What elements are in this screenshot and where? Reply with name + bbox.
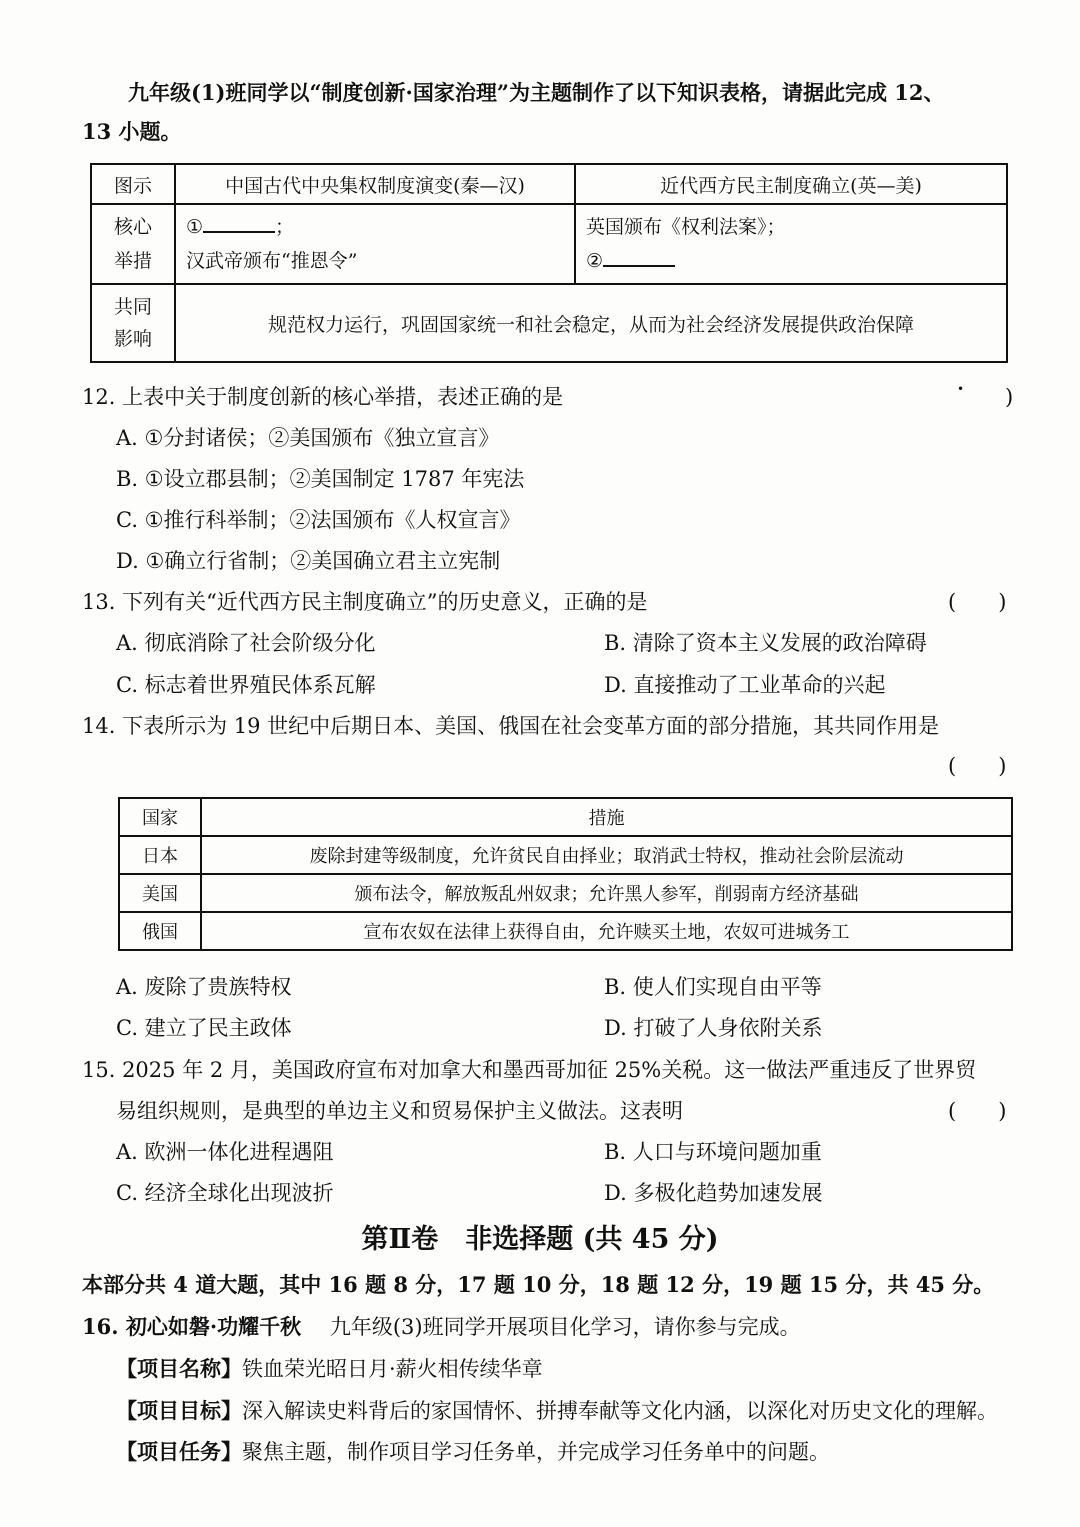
intro-line-2: 13 小题。 [82, 119, 182, 144]
q14-option-d: D. 打破了人身依附关系 [604, 1016, 823, 1040]
section-title: 第Ⅱ卷 非选择题 (共 45 分) [361, 1224, 719, 1255]
project-goal-label: 【项目目标】 [116, 1398, 242, 1423]
row-label-part: 核心 [113, 216, 152, 238]
cell-line [186, 210, 564, 244]
table-row-label [91, 204, 175, 284]
q15-option-c: C. 经济全球化出现波折 [116, 1181, 334, 1205]
row-label-part: 影响 [113, 328, 152, 350]
answer-blank [603, 245, 675, 267]
q15-answer-paren: ( ) [948, 1099, 1007, 1123]
table-header-cell: 国家 [119, 798, 201, 836]
table-row [119, 874, 1012, 912]
knowledge-table [90, 163, 1008, 363]
table-row-label [91, 284, 175, 362]
project-task-value: 聚焦主题，制作项目学习任务单，并完成学习任务单中的问题。 [242, 1440, 830, 1464]
q15-option-a: A. 欧洲一体化进程遇阻 [116, 1140, 334, 1164]
row-label-part: 共同 [113, 296, 152, 318]
q14-answer-paren: ( ) [948, 754, 1007, 778]
q12-option-a: A. ①分封诸侯；②美国颁布《独立宣言》 [116, 426, 500, 450]
q12-stem: 12. 上表中关于制度创新的核心举措，表述正确的是 [82, 385, 564, 409]
measure-cell: 宣布农奴在法律上获得自由，允许赎买土地，农奴可进城务工 [201, 912, 1012, 950]
q12-option-b: B. ①设立郡县制；②美国制定 1787 年宪法 [116, 467, 525, 491]
q14-option-c: C. 建立了民主政体 [116, 1016, 292, 1040]
project-task-label: 【项目任务】 [116, 1439, 242, 1464]
cell-line: 汉武帝颁布“推恩令” [186, 250, 358, 272]
q15-option-b: B. 人口与环境问题加重 [604, 1140, 822, 1164]
intro-line-1: 九年级(1)班同学以“制度创新·国家治理”为主题制作了以下知识表格，请据此完成 12、 [128, 80, 945, 105]
q15-stem-line-2: 易组织规则，是典型的单边主义和贸易保护主义做法。这表明 [116, 1099, 683, 1123]
table-header-cell: 中国古代中央集权制度演变(秦—汉) [175, 164, 575, 204]
q12-option-d: D. ①确立行省制；②美国确立君主立宪制 [116, 549, 501, 573]
country-cell: 美国 [119, 874, 201, 912]
q13-stem: 13. 下列有关“近代西方民主制度确立”的历史意义，正确的是 [82, 590, 648, 614]
q14-option-b: B. 使人们实现自由平等 [604, 975, 822, 999]
q13-option-b: B. 清除了资本主义发展的政治障碍 [604, 631, 927, 655]
stray-dot: • [957, 382, 965, 396]
row-label-part: 举措 [113, 250, 152, 272]
q13-option-a: A. 彻底消除了社会阶级分化 [116, 631, 376, 655]
country-cell: 俄国 [119, 912, 201, 950]
table-header-cell: 措施 [201, 798, 1012, 836]
cell-line [586, 244, 996, 278]
q16-heading-line [82, 1312, 801, 1342]
country-cell: 日本 [119, 836, 201, 874]
q15-stem-line-1: 15. 2025 年 2 月，美国政府宣布对加拿大和墨西哥加征 25%关税。这一做法严重违反了世界贸 [82, 1058, 977, 1082]
project-name-value: 铁血荣光昭日月·薪火相传续华章 [242, 1357, 543, 1381]
q16-stem: 九年级(3)班同学开展项目化学习，请你参与完成。 [329, 1315, 801, 1339]
q16-head: 16. 初心如磐·功耀千秋 [82, 1314, 302, 1339]
project-task-line [116, 1437, 830, 1467]
measure-cell: 废除封建等级制度，允许贫民自由择业；取消武士特权，推动社会阶层流动 [201, 836, 1012, 874]
q13-answer-paren: ( ) [948, 590, 1007, 614]
project-goal-value: 深入解读史料背后的家国情怀、拼搏奉献等文化内涵，以深化对历史文化的理解。 [242, 1399, 998, 1423]
table-cell: 规范权力运行，巩固国家统一和社会稳定，从而为社会经济发展提供政治保障 [175, 284, 1007, 362]
measure-cell: 颁布法令，解放叛乱州奴隶；允许黑人参军，削弱南方经济基础 [201, 874, 1012, 912]
table-cell [575, 204, 1007, 284]
q12-answer-paren: ) [1005, 385, 1014, 409]
project-goal-line [116, 1396, 998, 1426]
q13-option-c: C. 标志着世界殖民体系瓦解 [116, 673, 376, 697]
table-row [119, 836, 1012, 874]
project-name-line [116, 1354, 543, 1384]
answer-blank [203, 211, 275, 233]
q14-option-a: A. 废除了贵族特权 [116, 975, 292, 999]
table-header-cell: 近代西方民主制度确立(英—美) [575, 164, 1007, 204]
q13-option-d: D. 直接推动了工业革命的兴起 [604, 673, 886, 697]
circled-number: ② [586, 250, 604, 272]
q12-option-c: C. ①推行科举制；②法国颁布《人权宣言》 [116, 508, 521, 532]
punctuation: ； [275, 216, 295, 238]
section-description: 本部分共 4 道大题，其中 16 题 8 分，17 题 10 分，18 题 12 分，19 题 15 分，共 45 分。 [82, 1272, 995, 1297]
q14-stem: 14. 下表所示为 19 世纪中后期日本、美国、俄国在社会变革方面的部分措施，其共同作用是 [82, 714, 940, 738]
reform-table [118, 797, 1013, 951]
cell-line: 英国颁布《权利法案》； [586, 216, 786, 238]
table-header-cell: 图示 [91, 164, 175, 204]
table-row [119, 912, 1012, 950]
circled-number: ① [186, 216, 204, 238]
q15-option-d: D. 多极化趋势加速发展 [604, 1181, 823, 1205]
project-name-label: 【项目名称】 [116, 1356, 242, 1381]
table-cell [175, 204, 575, 284]
